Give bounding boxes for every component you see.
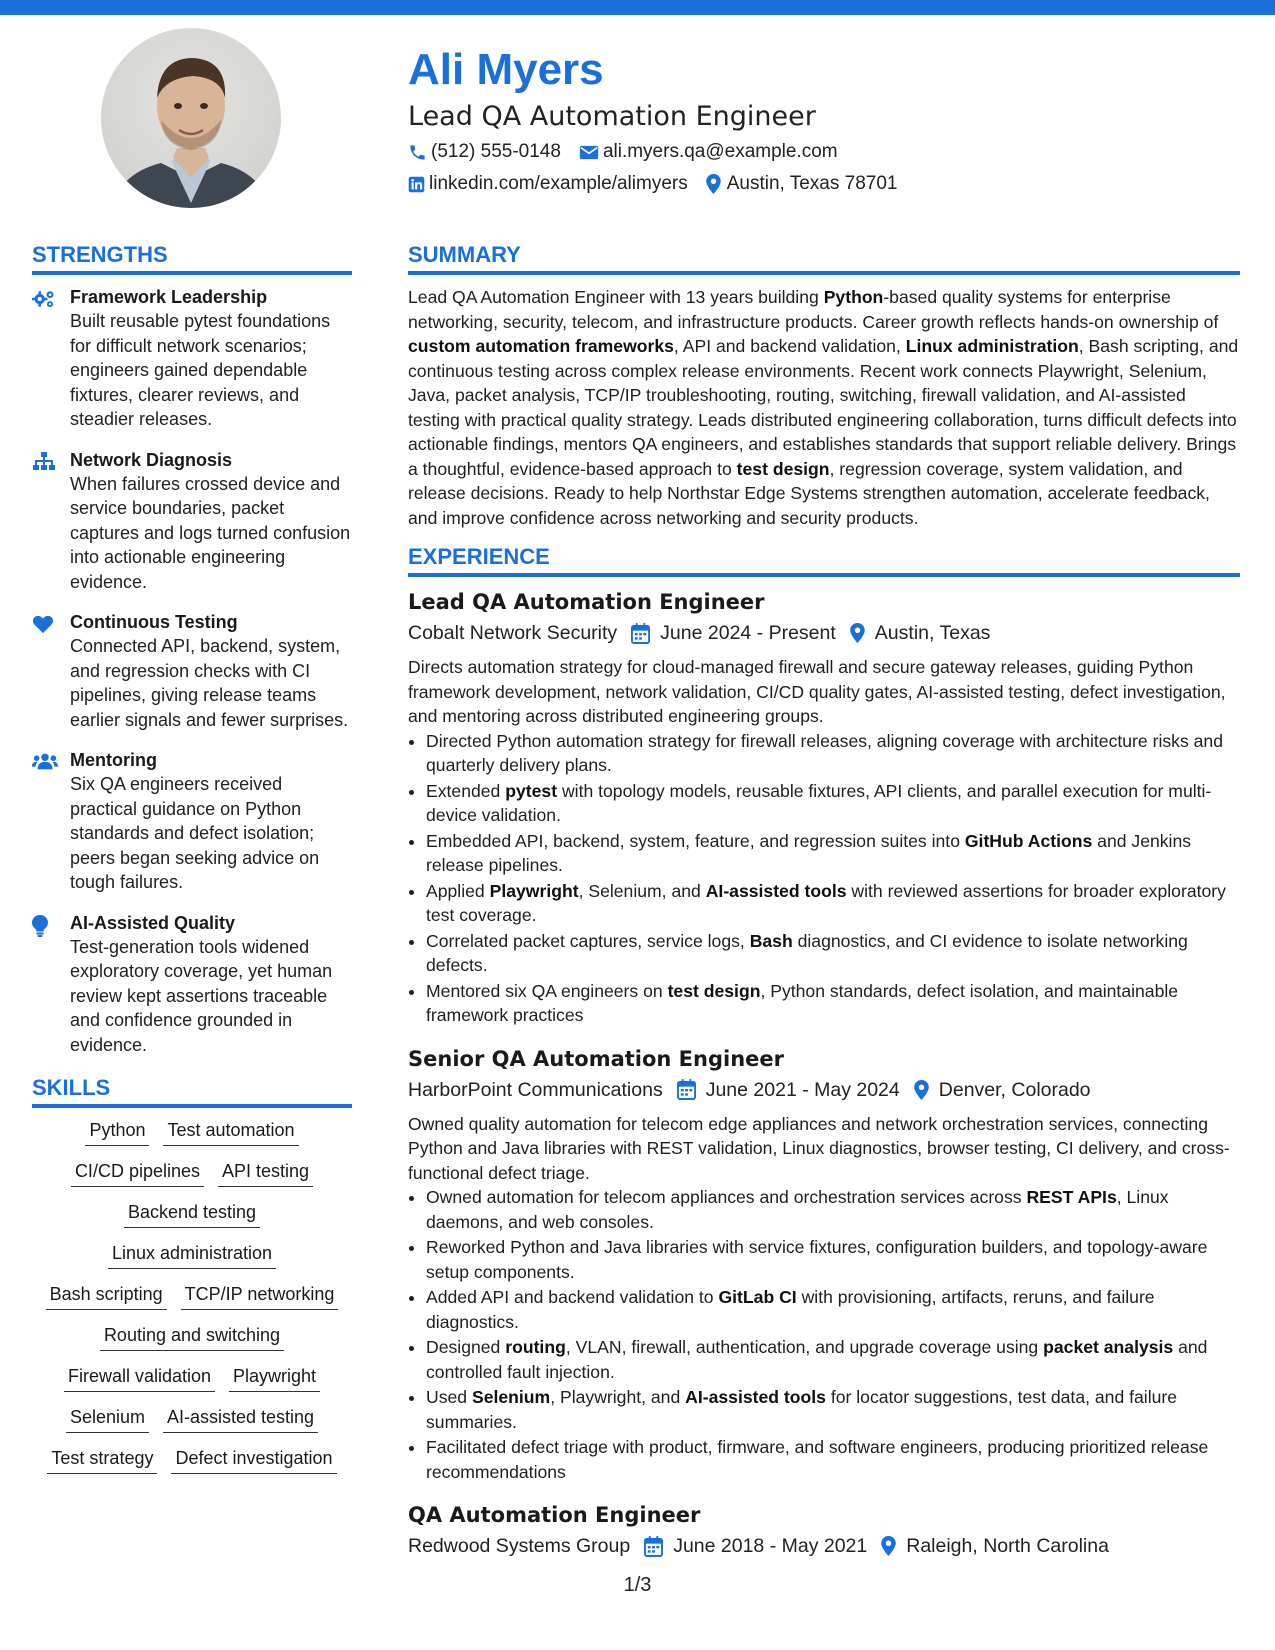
summary-heading: SUMMARY	[408, 240, 1240, 275]
lightbulb-icon	[32, 911, 70, 1058]
map-pin-icon	[914, 1080, 929, 1100]
bold-keyword: custom automation frameworks	[408, 336, 674, 356]
location-text: Austin, Texas 78701	[726, 173, 898, 194]
calendar-icon	[631, 623, 650, 644]
job-description: Directs automation strategy for cloud-managed firewall and secure gateway releases, guiding Python framework development, network validation, CI/CD quality gates, AI-assisted testing, defect investigation, and mentoring across distributed engineering groups.	[408, 657, 1226, 726]
right-column	[408, 240, 1240, 1562]
job-company: Cobalt Network Security	[408, 622, 618, 644]
bold-keyword: AI-assisted tools	[705, 880, 847, 901]
job-dates-text: June 2024 - Present	[660, 622, 836, 644]
text-run: Mentored six QA engineers on	[426, 980, 668, 1001]
text-run: Embedded API, backend, system, feature, and regression suites into	[426, 830, 965, 851]
bold-keyword: Selenium	[471, 1387, 551, 1407]
strength-name: Network Diagnosis	[70, 449, 233, 470]
strength-name: Mentoring	[70, 750, 157, 770]
text-run: Owned automation for telecom appliances and orchestration services across	[426, 1187, 1027, 1207]
job-entry	[408, 1044, 1240, 1485]
skill-tag: Backend testing	[124, 1200, 260, 1228]
job-meta	[408, 1530, 1240, 1562]
text-run: Directed Python automation strategy for firewall releases, aligning coverage with architecture risks and quarterly delivery plans.	[426, 730, 1223, 775]
skill-tag: Test strategy	[47, 1446, 157, 1474]
bold-keyword: Bash	[749, 930, 793, 951]
job-title: Lead QA Automation Engineer	[408, 590, 765, 614]
job-dates	[677, 1074, 900, 1106]
text-run: , Linux daemons, and web consoles.	[426, 1187, 1169, 1232]
text-run: Extended	[426, 780, 506, 801]
profile-photo	[101, 28, 281, 208]
linkedin-contact[interactable]	[408, 168, 688, 200]
job-dates	[631, 617, 836, 649]
map-pin-icon	[881, 1536, 896, 1556]
skill-row	[32, 1405, 352, 1433]
skill-tag: TCP/IP networking	[181, 1282, 339, 1310]
skill-row	[32, 1323, 352, 1351]
job-bullet	[426, 879, 1240, 928]
linkedin-text: linkedin.com/example/alimyers	[429, 173, 688, 194]
job-title: Senior QA Automation Engineer	[408, 1046, 784, 1071]
map-pin-icon	[850, 623, 865, 643]
text-run: , VLAN, firewall, authentication, and upgrade coverage using	[565, 1337, 1044, 1357]
phone-contact[interactable]	[408, 136, 561, 168]
bold-keyword: GitLab CI	[718, 1287, 797, 1307]
strength-name: AI-Assisted Quality	[70, 912, 236, 933]
job-location	[914, 1074, 1091, 1106]
skill-row	[32, 1446, 352, 1474]
job-bullet	[426, 729, 1240, 778]
skill-tag: Python	[85, 1118, 149, 1146]
job-entry	[408, 1500, 1240, 1562]
job-meta	[408, 1074, 1240, 1106]
users-icon	[32, 748, 70, 895]
job-bullet	[426, 1185, 1240, 1234]
text-run: Facilitated defect triage with product, firmware, and software engineers, producing prioritized release recommendations	[426, 1437, 1209, 1482]
contact-row-2	[408, 168, 1248, 200]
bold-keyword: GitHub Actions	[964, 830, 1093, 851]
text-run: with provisioning, artifacts, reruns, and failure diagnostics.	[426, 1287, 1155, 1332]
bold-keyword: pytest	[505, 780, 558, 801]
skill-tag: Bash scripting	[46, 1282, 167, 1310]
phone-text: (512) 555-0148	[431, 141, 561, 162]
resume-header	[408, 42, 1248, 200]
job-location	[850, 617, 991, 649]
skill-row	[32, 1159, 352, 1187]
text-run: -based quality systems for enterprise networking, security, telecom, and infrastructure products. Career growth reflects hands-on ownership of	[408, 287, 1219, 332]
skill-row	[32, 1241, 352, 1269]
bold-keyword: packet analysis	[1043, 1337, 1174, 1357]
skill-tag: Routing and switching	[100, 1323, 284, 1351]
strength-item	[32, 610, 352, 732]
job-location-text: Denver, Colorado	[938, 1078, 1091, 1101]
heart-icon	[32, 610, 70, 732]
text-run: for locator suggestions, test data, and failure summaries.	[426, 1387, 1178, 1432]
skill-tag: Selenium	[66, 1405, 149, 1433]
calendar-icon	[677, 1079, 696, 1100]
job-bullet	[426, 1335, 1240, 1384]
skill-row	[32, 1200, 352, 1228]
strength-body	[70, 285, 352, 432]
job-location	[881, 1530, 1109, 1562]
bold-keyword: Linux administration	[905, 336, 1079, 356]
map-pin-icon	[706, 174, 721, 194]
calendar-icon	[644, 1536, 663, 1557]
skill-tag: Test automation	[163, 1118, 298, 1146]
job-bullets	[408, 1185, 1240, 1484]
job-dates-text: June 2018 - May 2021	[673, 1535, 868, 1557]
skill-row	[32, 1364, 352, 1392]
job-entry	[408, 587, 1240, 1028]
text-run: Reworked Python and Java libraries with service fixtures, configuration builders, and topology-aware setup components.	[426, 1237, 1208, 1282]
strength-body	[70, 448, 352, 595]
text-run: , regression coverage, system validation, and release decisions. Ready to help Northstar Edge Systems strengthen automation, accelerate feedback, and improve confidence across networking and security products.	[408, 458, 1210, 528]
strength-item	[32, 285, 352, 432]
bold-keyword: Python	[823, 287, 884, 307]
strengths-heading: STRENGTHS	[32, 240, 352, 275]
bold-keyword: test design	[667, 980, 761, 1001]
job-bullet	[426, 1435, 1240, 1484]
job-meta	[408, 617, 1240, 649]
text-run: and Jenkins release pipelines.	[426, 830, 1192, 875]
strength-item	[32, 911, 352, 1058]
bold-keyword: Playwright	[489, 880, 579, 901]
skill-row	[32, 1118, 352, 1146]
job-bullet	[426, 829, 1240, 878]
linkedin-icon	[408, 176, 425, 193]
text-run: diagnostics, and CI evidence to isolate networking defects.	[426, 930, 1188, 975]
job-bullet	[426, 1235, 1240, 1284]
skill-tag: Playwright	[229, 1364, 320, 1392]
strength-desc: Built reusable pytest foundations for difficult network scenarios; engineers gained dependable fixtures, clearer reviews, and steadier releases.	[70, 311, 331, 429]
job-location-text: Raleigh, North Carolina	[906, 1535, 1109, 1557]
skill-tag: Defect investigation	[171, 1446, 336, 1474]
text-run: Added API and backend validation to	[426, 1287, 719, 1307]
job-company: Redwood Systems Group	[408, 1535, 631, 1557]
text-run: , Playwright, and	[550, 1387, 686, 1407]
job-description: Owned quality automation for telecom edge appliances and network orchestration services, connecting Python and Java libraries with REST validation, Linux diagnostics, browser testing, CI delivery, and cross-functional defect triage.	[408, 1113, 1230, 1183]
bold-keyword: REST APIs	[1026, 1187, 1117, 1207]
text-run: with topology models, reusable fixtures, API clients, and parallel execution for multi-device validation.	[426, 780, 1212, 825]
job-bullet	[426, 1385, 1240, 1434]
bold-keyword: AI-assisted tools	[685, 1387, 826, 1407]
text-run: , Selenium, and	[578, 880, 706, 901]
strength-desc: Connected API, backend, system, and regression checks with CI pipelines, giving release teams earlier signals and fewer surprises.	[70, 636, 349, 730]
text-run: Designed	[426, 1337, 506, 1357]
gears-icon	[32, 285, 70, 432]
job-location-text: Austin, Texas	[874, 622, 991, 644]
strength-body	[70, 748, 352, 895]
strength-desc: When failures crossed device and service boundaries, packet captures and logs turned confusion into actionable engineering evidence.	[70, 473, 351, 592]
strength-body	[70, 610, 352, 732]
text-run: Used	[426, 1387, 472, 1407]
bold-keyword: routing	[505, 1337, 566, 1357]
strengths-list	[32, 285, 352, 1057]
skills-list	[32, 1118, 352, 1474]
job-title: QA Automation Engineer	[408, 1503, 701, 1527]
candidate-title: Lead QA Automation Engineer	[408, 101, 816, 132]
text-run: with reviewed assertions for broader exploratory test coverage.	[426, 880, 1226, 925]
skill-tag: Linux administration	[108, 1241, 276, 1269]
text-run: Correlated packet captures, service logs,	[426, 930, 750, 951]
text-run: , Python standards, defect isolation, and maintainable framework practices	[426, 980, 1179, 1025]
bold-keyword: test design	[736, 458, 830, 479]
left-column	[32, 240, 352, 1487]
skill-tag: CI/CD pipelines	[71, 1159, 204, 1187]
page-number: 1/3	[623, 1574, 652, 1596]
skill-tag: API testing	[218, 1159, 313, 1187]
text-run: Applied	[426, 880, 490, 901]
text-run: , Bash scripting, and continuous testing across complex release environments. Recent work connects Playwright, Selenium, Java, packet analysis, TCP/IP troubleshooting, routing, switching, firewall validation, and AI-assisted testing with practical quality strategy. Leads distributed engineering collaboration, turns difficult defects into actionable findings, mentors QA engineers, and establishes standards that support reliable delivery. Brings a thoughtful, evidence-based approach to	[408, 336, 1239, 479]
experience-heading: EXPERIENCE	[408, 542, 1240, 577]
strength-name: Framework Leadership	[70, 287, 268, 307]
email-contact[interactable]	[579, 136, 838, 168]
summary-text	[408, 285, 1240, 530]
strength-desc: Six QA engineers received practical guidance on Python standards and defect isolation; peers began seeking advice on tough failures.	[70, 774, 320, 892]
skill-row	[32, 1282, 352, 1310]
job-bullet	[426, 1285, 1240, 1334]
job-dates-text: June 2021 - May 2024	[705, 1078, 900, 1101]
phone-icon	[408, 143, 427, 162]
strength-desc: Test-generation tools widened exploratory coverage, yet human review kept assertions traceable and confidence grounded in evidence.	[70, 936, 333, 1055]
envelope-icon	[579, 144, 599, 161]
job-company: HarborPoint Communications	[408, 1078, 663, 1101]
job-bullet	[426, 929, 1240, 978]
skill-tag: AI-assisted testing	[163, 1405, 318, 1433]
skill-tag: Firewall validation	[64, 1364, 215, 1392]
strength-item	[32, 448, 352, 595]
location-contact	[706, 168, 898, 200]
strength-body	[70, 911, 352, 1058]
network-icon	[32, 448, 70, 595]
job-dates	[644, 1530, 867, 1562]
skills-heading: SKILLS	[32, 1073, 352, 1108]
strength-item	[32, 748, 352, 895]
experience-list	[408, 587, 1240, 1562]
text-run: and controlled fault injection.	[426, 1337, 1208, 1382]
strength-name: Continuous Testing	[70, 612, 238, 632]
contact-row-1	[408, 136, 1248, 168]
candidate-name: Ali Myers	[408, 45, 604, 94]
email-text: ali.myers.qa@example.com	[602, 141, 838, 162]
job-bullet	[426, 979, 1240, 1028]
job-bullet	[426, 779, 1240, 828]
top-accent-bar	[0, 0, 1275, 15]
text-run: , API and backend validation,	[673, 336, 906, 356]
job-bullets	[408, 729, 1240, 1028]
text-run: Lead QA Automation Engineer with 13 years building	[408, 287, 824, 307]
